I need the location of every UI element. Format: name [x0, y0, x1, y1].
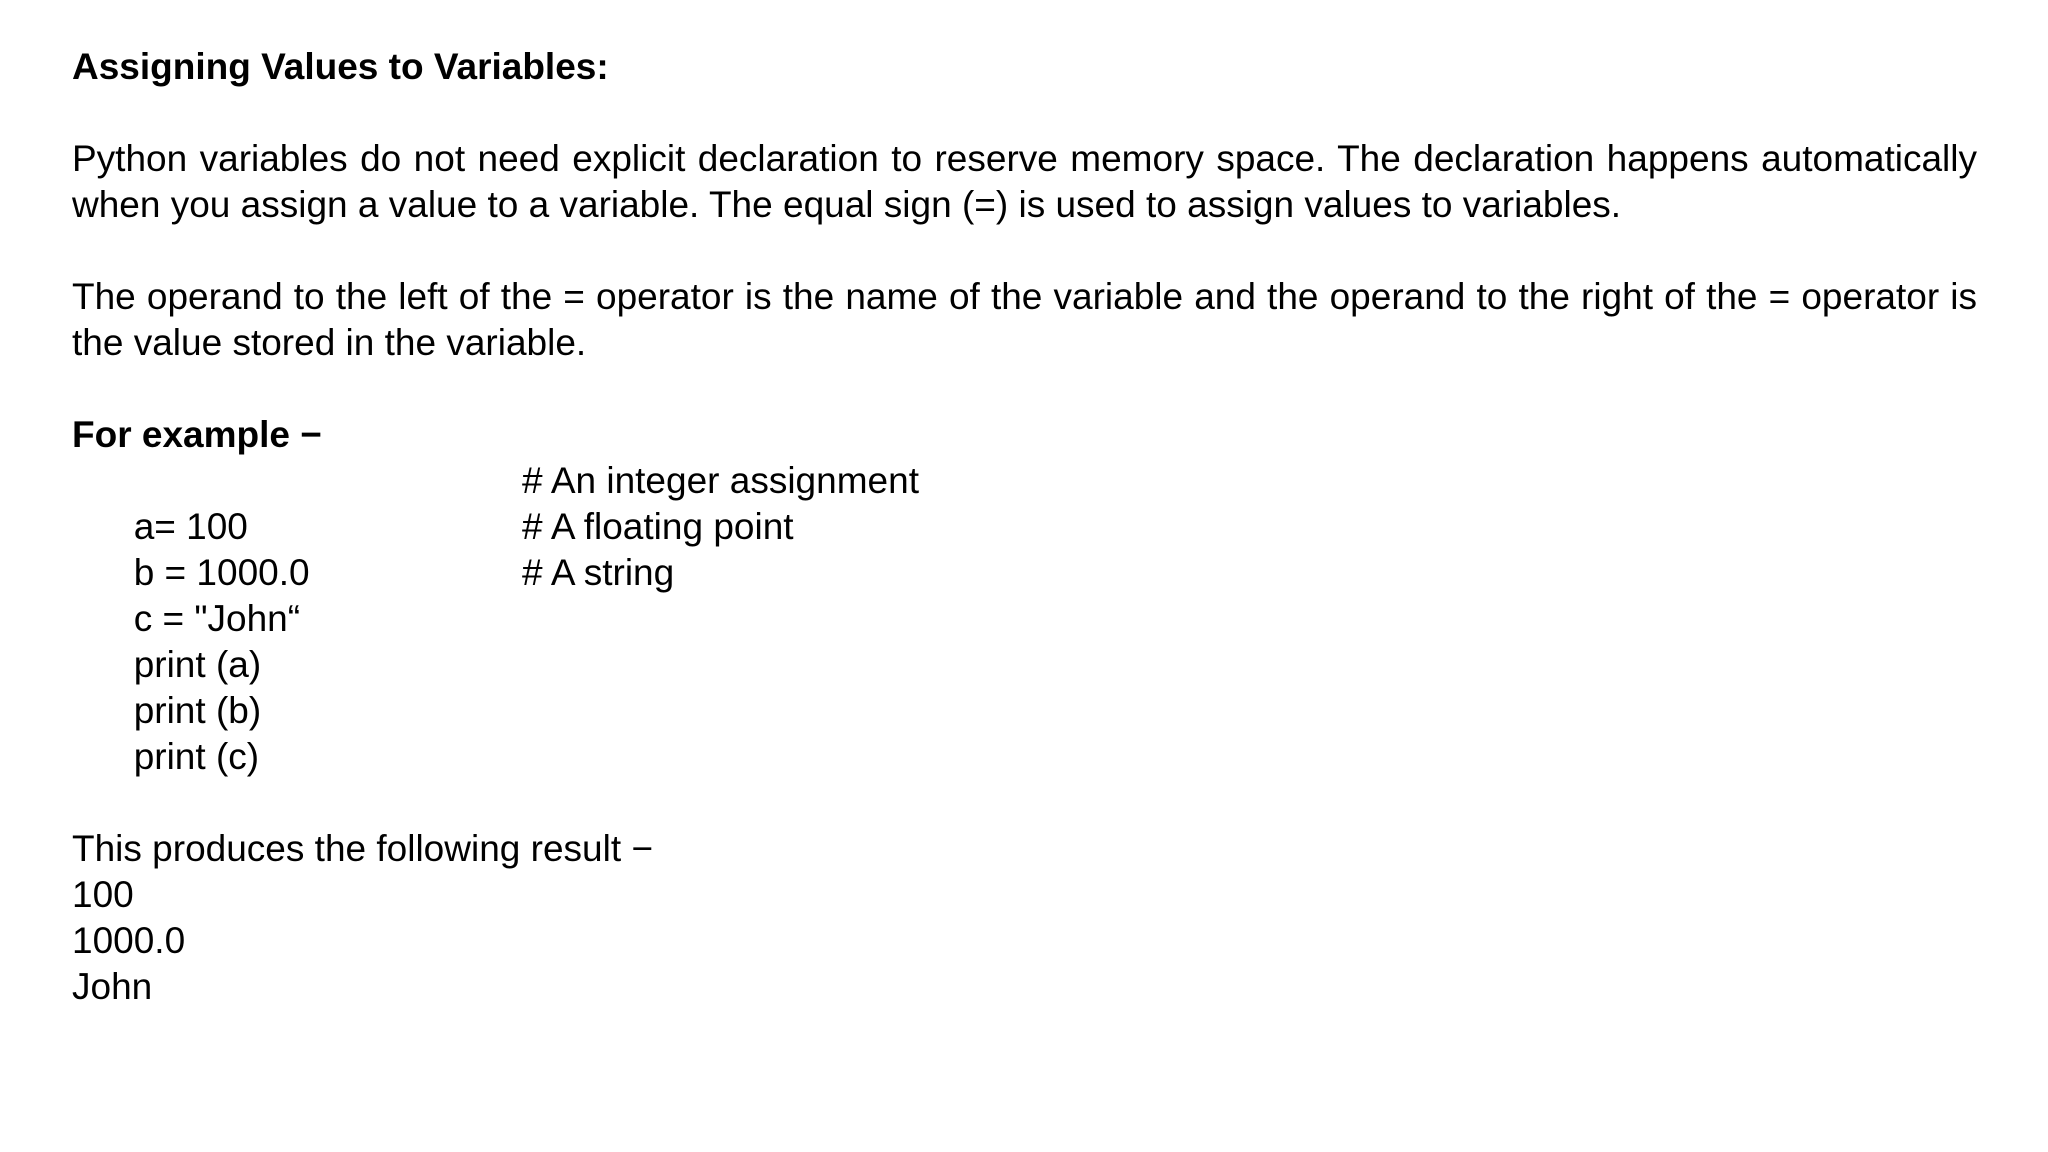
- slide-content: [72, 44, 1977, 1010]
- code-comment: # A string: [522, 552, 675, 593]
- spacer: [72, 734, 1977, 826]
- example-heading: For example −: [72, 414, 322, 455]
- spacer: [72, 366, 1977, 412]
- spacer: [72, 90, 1977, 136]
- paragraph-declaration: Python variables do not need explicit declaration to reserve memory space. The declaration happens automatically when you assign a value to a variable. The equal sign (=) is used to assign values to variables.: [72, 138, 1977, 225]
- result-line: John: [72, 966, 153, 1007]
- code-block: [72, 458, 1977, 777]
- slide-title: Assigning Values to Variables:: [72, 46, 609, 87]
- code-line: [72, 550, 1977, 639]
- result-heading: This produces the following result −: [72, 828, 653, 869]
- code-comment: # A floating point: [522, 506, 794, 547]
- code-statement: print (b): [133, 690, 262, 731]
- code-statement: a= 100: [133, 506, 248, 547]
- code-statement: c = "John“: [133, 598, 301, 639]
- code-statement: b = 1000.0: [133, 552, 310, 593]
- code-line: [72, 642, 1977, 731]
- code-comment: # An integer assignment: [522, 460, 919, 501]
- code-statement: print (a): [133, 644, 262, 685]
- spacer: [72, 228, 1977, 274]
- paragraph-operand: The operand to the left of the = operator is the name of the variable and the operand to the right of the = operator is the value stored in the variable.: [72, 276, 1977, 363]
- code-line: [72, 688, 1977, 777]
- result-line: 1000.0: [72, 920, 186, 961]
- result-line: 100: [72, 874, 134, 915]
- code-line: [72, 596, 1977, 685]
- code-statement: print (c): [133, 736, 260, 777]
